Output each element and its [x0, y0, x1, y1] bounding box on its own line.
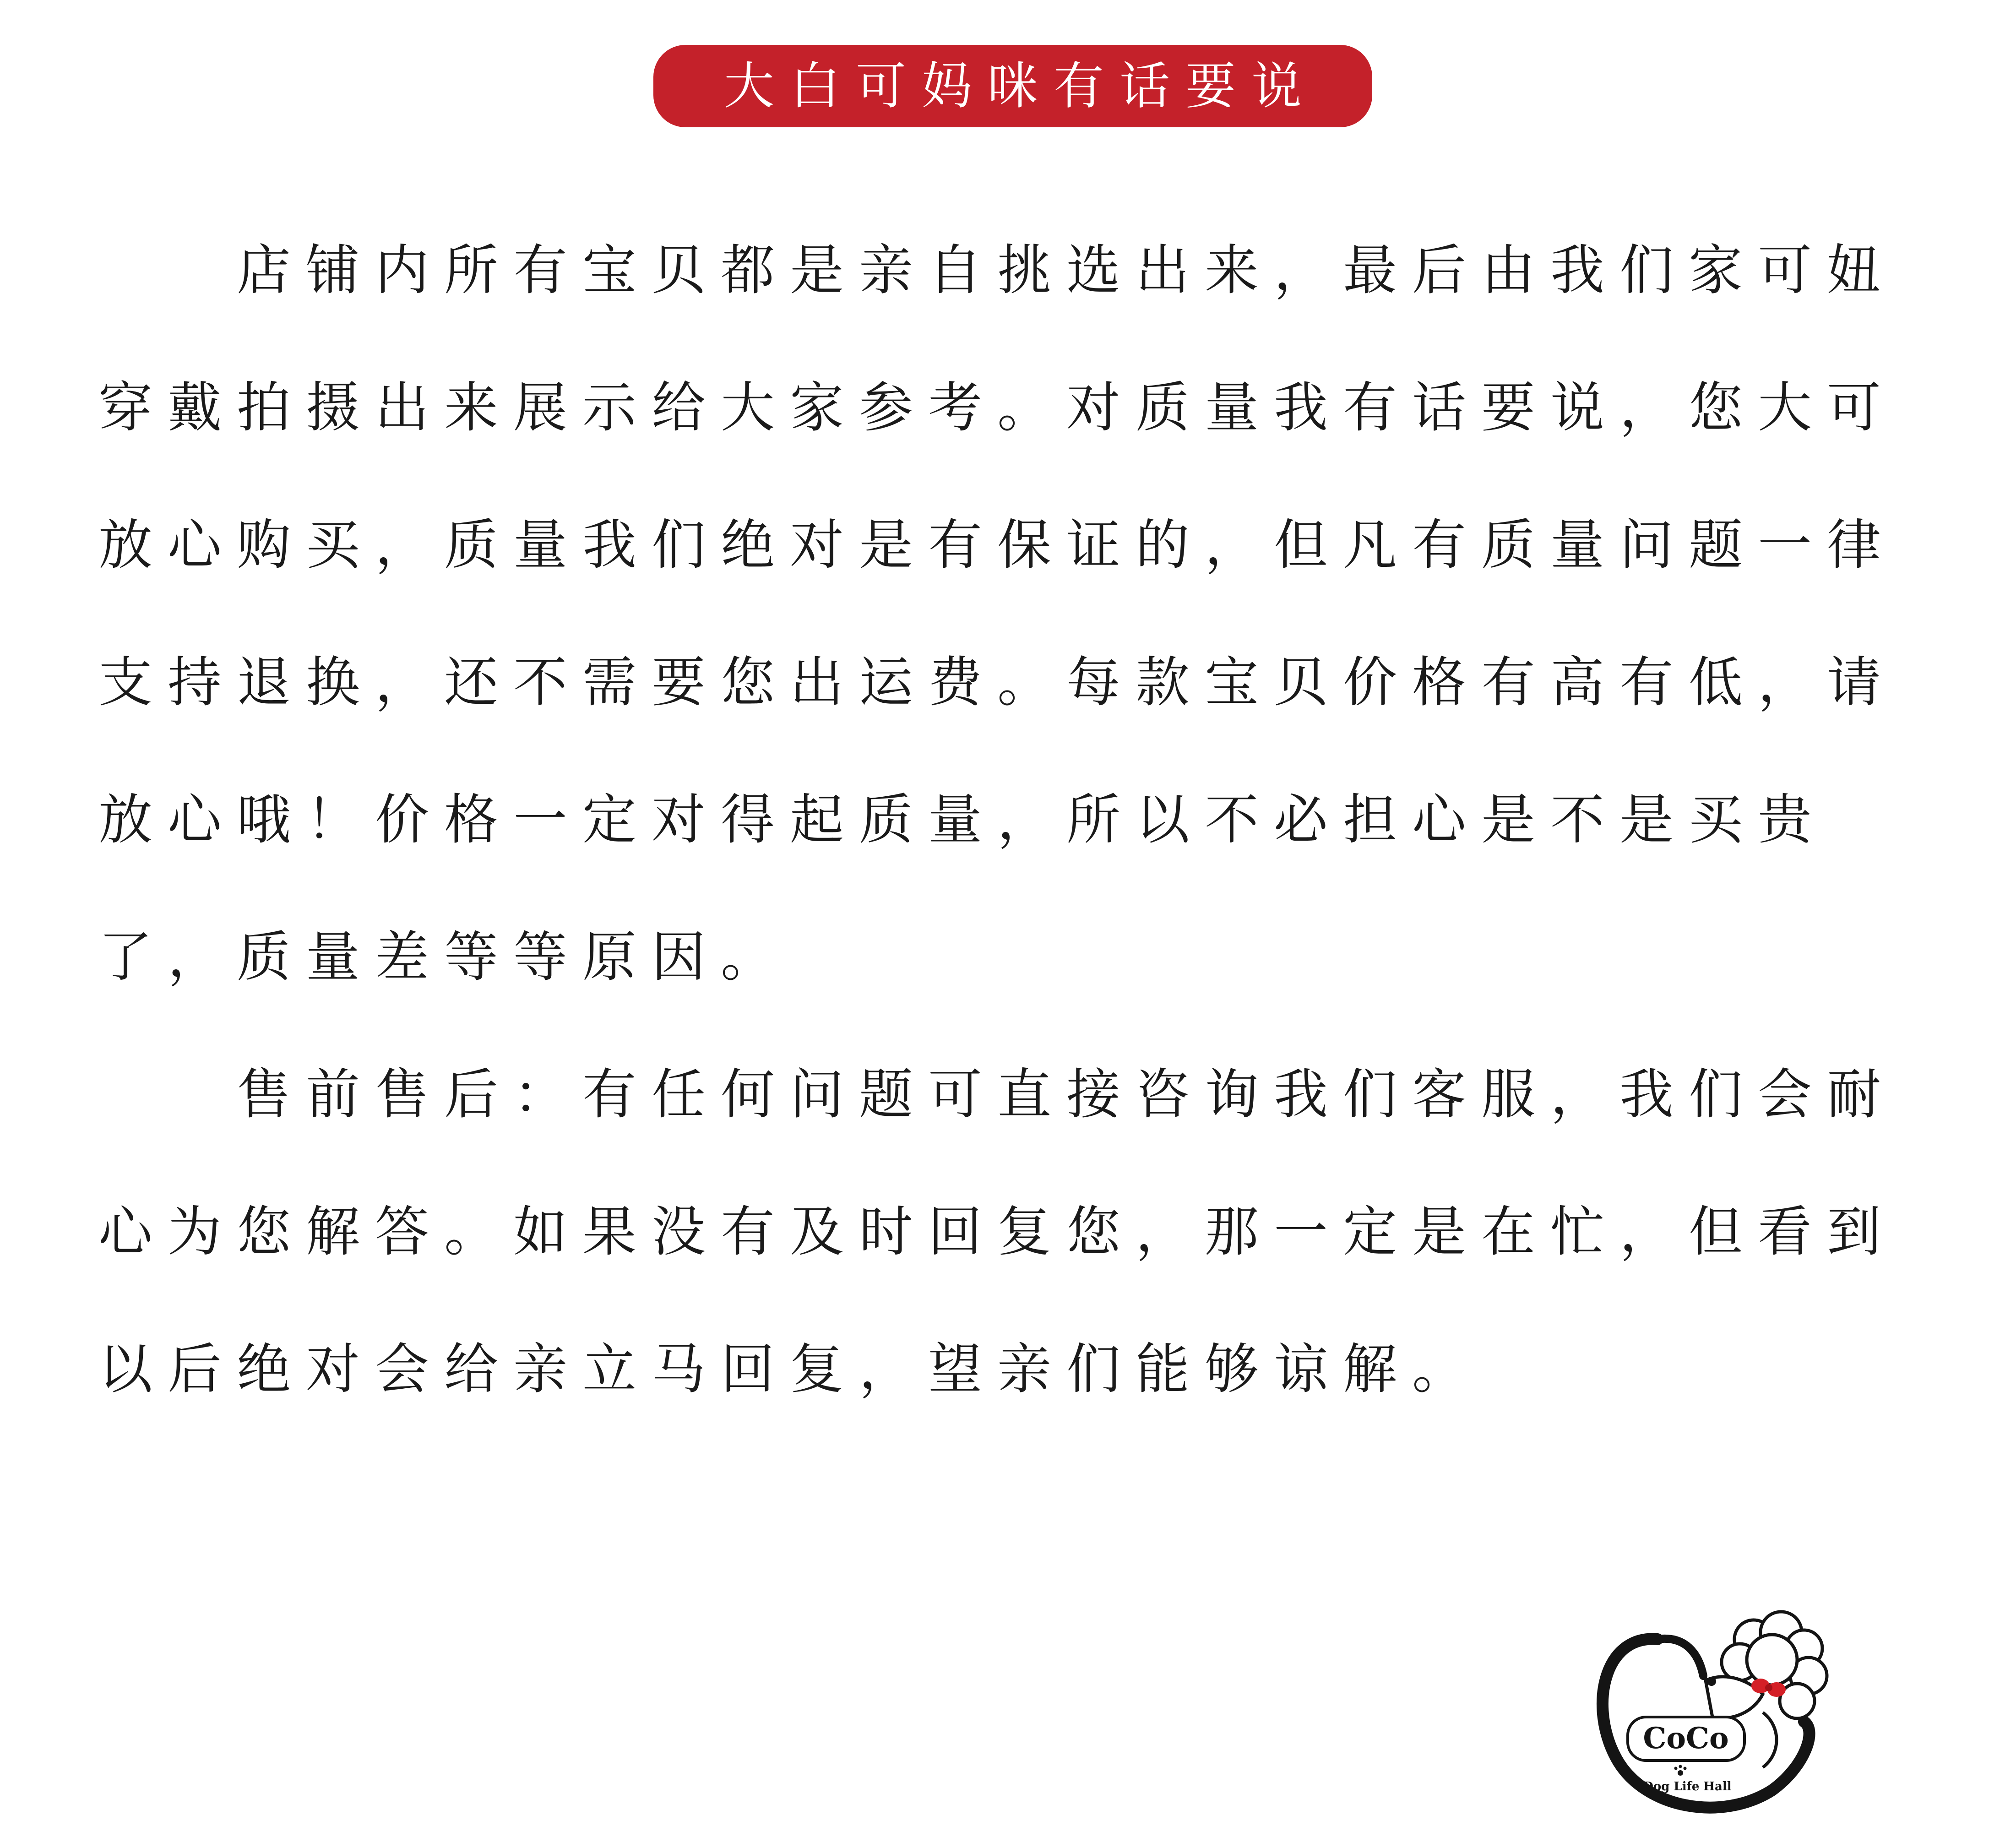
service-paragraph: 售前售后：有任何问题可直接咨询我们客服，我们会耐心为您解答。如果没有及时回复您，那一定是在忙，但看到以后绝对会给亲立马回复，望亲们能够谅解。 — [98, 1063, 1896, 1401]
notice-body — [98, 201, 1944, 1438]
title-banner — [653, 45, 1372, 127]
page-title: 大白可妈咪有话要说 — [724, 57, 1317, 115]
logo-brand-text: CoCo — [1643, 1721, 1729, 1755]
poodle-logo-icon — [1589, 1607, 1845, 1822]
logo-tagline: Dog Life Hall — [1643, 1780, 1732, 1794]
paw-icon — [1674, 1765, 1687, 1776]
coco-logo — [1589, 1607, 1845, 1822]
quality-paragraph: 店铺内所有宝贝都是亲自挑选出来，最后由我们家可妞穿戴拍摄出来展示给大家参考。对质量我有话要说，您大可放心购买，质量我们绝对是有保证的，但凡有质量问题一律支持退换，还不需要您出运费。每款宝贝价格有高有低，请放心哦！价格一定对得起质量，所以不必担心是不是买贵了，质量差等等原因。 — [98, 239, 1896, 989]
